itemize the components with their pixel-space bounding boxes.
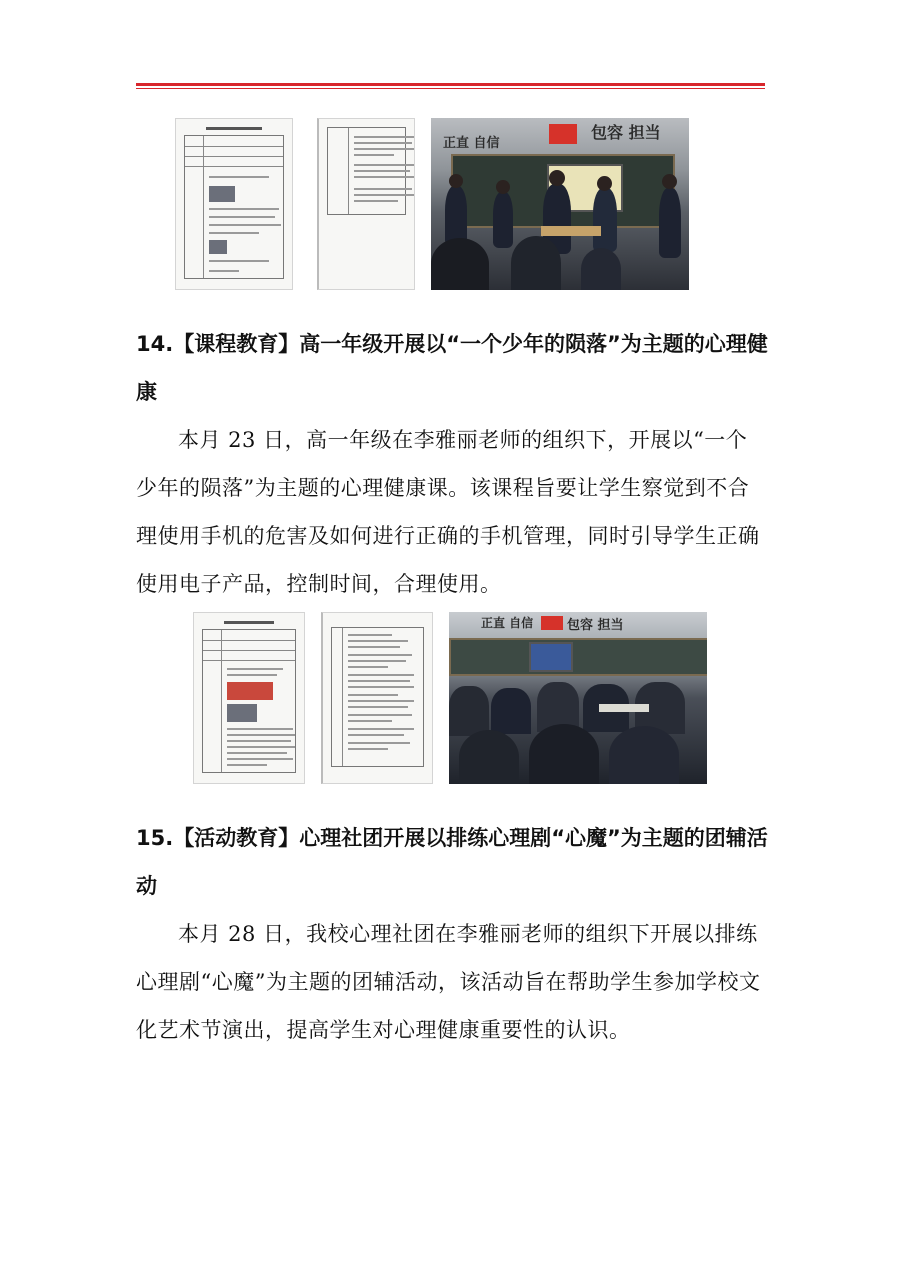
image-row-1 <box>175 118 689 290</box>
record-form-image-2 <box>193 612 305 784</box>
image-row-2 <box>193 612 707 784</box>
section-14-heading: 14.【课程教育】高一年级开展以“一个少年的陨落”为主题的心理健康 <box>136 332 768 404</box>
record-form-page2-image-2 <box>321 612 433 784</box>
record-form-page2-image <box>317 118 415 290</box>
banner-text-left-2: 正直 自信 <box>481 616 534 630</box>
banner-text-right: 包容 担当 <box>591 123 661 142</box>
record-form-image <box>175 118 293 290</box>
classroom-photo-1 <box>431 118 689 290</box>
section-14-body: 本月 23 日，高一年级在李雅丽老师的组织下，开展以“一个少年的陨落”为主题的心理健康课。该课程旨要让学生察觉到不合理使用手机的危害及如何进行正确的手机管理，同时引导学生正确使用电子产品，控制时间，合理使用。 <box>136 428 760 596</box>
section-15-body: 本月 28 日，我校心理社团在李雅丽老师的组织下开展以排练心理剧“心魔”为主题的团辅活动，该活动旨在帮助学生参加学校文化艺术节演出，提高学生对心理健康重要性的认识。 <box>136 922 761 1042</box>
banner-text-left: 正直 自信 <box>443 136 500 151</box>
header-rule <box>136 83 765 86</box>
classroom-photo-2 <box>449 612 707 784</box>
section-15-heading: 15.【活动教育】心理社团开展以排练心理剧“心魔”为主题的团辅活动 <box>136 826 768 898</box>
header-rule-thin <box>136 88 765 89</box>
banner-text-right-2: 包容 担当 <box>567 618 624 633</box>
